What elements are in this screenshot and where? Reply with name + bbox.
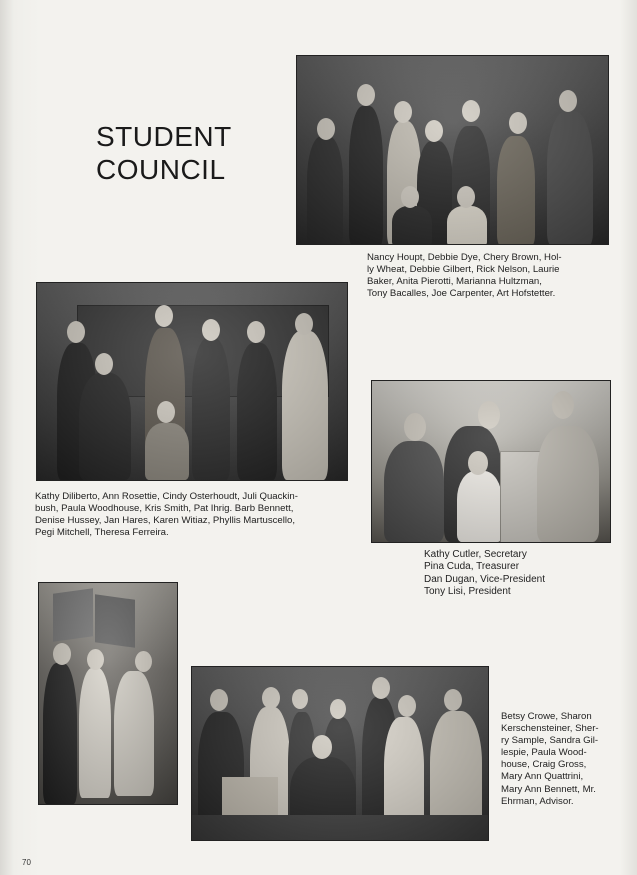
- page-title: [96, 120, 232, 186]
- caption-officers: Kathy Cutler, Secretary Pina Cuda, Treasurer Dan Dugan, Vice-President Tony Lisi, President: [424, 549, 545, 597]
- group-photo-bottom: [191, 666, 489, 841]
- caption-middle-left: Kathy Diliberto, Ann Rosettie, Cindy Osterhoudt, Juli Quackin- bush, Paula Woodhouse, Kris Smith, Pat Ihrig. Barb Bennett, Denise Hussey, Jan Hares, Karen Witiaz, Phyllis Martuscello, Pegi Mitchell, Theresa Ferreira.: [35, 491, 298, 539]
- caption-top-right: Nancy Houpt, Debbie Dye, Chery Brown, Hol- ly Wheat, Debbie Gilbert, Rick Nelson, Laurie Baker, Anita Pierotti, Marianna Hultzman, Tony Bacalles, Joe Carpenter, Art Hofstetter.: [367, 252, 562, 300]
- title-line-1: STUDENT: [96, 121, 232, 152]
- group-photo-middle-left: [36, 282, 348, 481]
- caption-bottom-right: Betsy Crowe, Sharon Kerschensteiner, Sher- ry Sample, Sandra Gil- lespie, Paula Wood- house, Craig Gross, Mary Ann Quattrini, Mary Ann Bennett, Mr. Ehrman, Advisor.: [501, 711, 599, 807]
- boys-photo-bottom-left: [38, 582, 178, 805]
- officers-photo: [371, 380, 611, 543]
- group-photo-top-right: [296, 55, 609, 245]
- title-line-2: COUNCIL: [96, 154, 226, 185]
- page-number: 70: [22, 858, 31, 867]
